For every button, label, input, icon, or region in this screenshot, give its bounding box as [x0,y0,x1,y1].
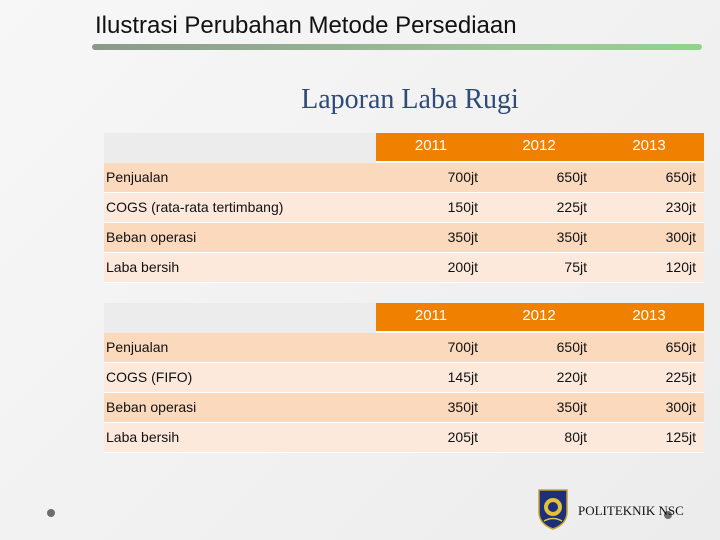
table-row [104,193,704,223]
table-row [104,223,704,253]
row-label: Penjualan [106,339,169,355]
row-label: Laba bersih [106,259,180,275]
cell-value: 700jt [447,169,478,185]
header-blank-cell [104,133,376,163]
table-row [104,363,704,393]
cell-value: 650jt [556,169,587,185]
cell-value: 150jt [447,199,478,215]
cell-value: 200jt [447,259,478,275]
cell-value: 300jt [665,399,696,415]
brand-name: POLITEKNIK NSC [578,503,684,518]
cell-value: 125jt [665,429,696,445]
row-label: COGS (FIFO) [106,369,193,385]
cell-value: 205jt [447,429,478,445]
table-row [104,163,704,193]
cell-value: 120jt [665,259,696,275]
cell-value: 350jt [447,229,478,245]
cell-value: 350jt [556,229,587,245]
header-blank-cell [104,303,376,333]
year-header-2011: 2011 [414,307,448,324]
year-header-2012: 2012 [522,137,556,154]
table-header [104,133,704,163]
income-table-weighted-average [104,133,704,283]
table-row [104,393,704,423]
year-header-2012: 2012 [522,307,556,324]
title-underline [92,44,702,50]
cell-value: 75jt [564,259,587,275]
cell-value: 225jt [556,199,587,215]
cell-value: 700jt [447,339,478,355]
row-label: Beban operasi [106,399,197,415]
cell-value: 230jt [665,199,696,215]
row-label: COGS (rata-rata tertimbang) [106,199,284,215]
table-row [104,253,704,283]
row-label: Beban operasi [106,229,197,245]
table-header [104,303,704,333]
cell-value: 350jt [556,399,587,415]
year-header-2013: 2013 [632,307,666,324]
table-row [104,333,704,363]
income-table-fifo [104,303,704,453]
row-label: Penjualan [106,169,169,185]
cell-value: 350jt [447,399,478,415]
politeknik-nsc-logo-icon [536,488,570,530]
cell-value: 80jt [564,429,587,445]
table-row [104,423,704,453]
report-subtitle: Laporan Laba Rugi [301,84,519,115]
cell-value: 650jt [556,339,587,355]
row-label: Laba bersih [106,429,180,445]
cell-value: 650jt [665,169,696,185]
slide-title: Ilustrasi Perubahan Metode Persediaan [95,12,517,39]
cell-value: 650jt [665,339,696,355]
year-header-2013: 2013 [632,137,666,154]
cell-value: 220jt [556,369,587,385]
year-header-2011: 2011 [414,137,448,154]
cell-value: 145jt [447,369,478,385]
cell-value: 300jt [665,229,696,245]
decorative-dot [47,509,55,517]
cell-value: 225jt [665,369,696,385]
